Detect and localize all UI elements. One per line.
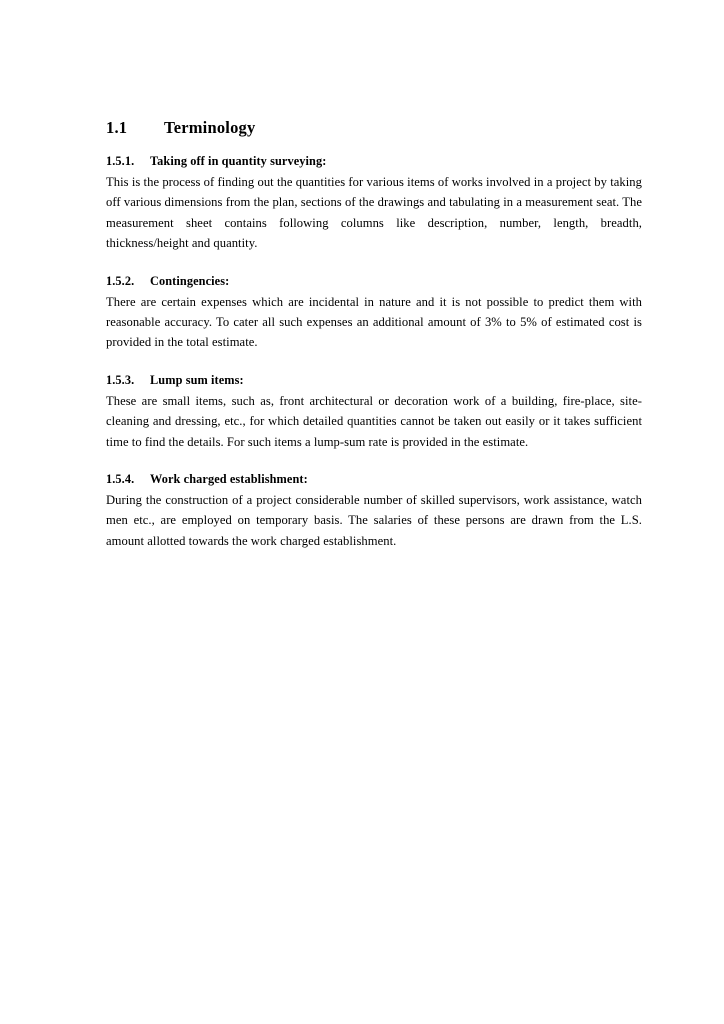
subsection-body: This is the process of finding out the quantities for various items of works involved in a project by taking off various dimensions from the plan, sections of the drawings and tabulating in a measurement seat. The measurement sheet contains following columns like description, number, length, breadth, thickness/height and quantity. <box>106 175 642 251</box>
section-title: Terminology <box>164 118 256 137</box>
subsection-number: 1.5.3. <box>106 372 135 387</box>
subsection-body: These are small items, such as, front architectural or decoration work of a building, fire-place, site-cleaning and dressing, etc., for which detailed quantities cannot be taken out easily or it takes sufficient time to find the details. For such items a lump-sum rate is provided in the estimate. <box>106 393 642 449</box>
subsection-title: Contingencies: <box>150 273 230 288</box>
subsection-number: 1.5.4. <box>106 471 135 486</box>
page-title <box>106 118 642 138</box>
subsection-heading <box>106 274 642 289</box>
subsection-heading <box>106 154 642 169</box>
subsection-body: There are certain expenses which are incidental in nature and it is not possible to predict them with reasonable accuracy. To cater all such expenses an additional amount of 3% to 5% of estimated cost is provided in the total estimate. <box>106 294 642 350</box>
subsection-3 <box>106 373 642 452</box>
subsection-title: Taking off in quantity surveying: <box>150 154 327 168</box>
subsection-number: 1.5.2. <box>106 273 135 288</box>
subsection-4 <box>106 472 642 551</box>
subsection-body: During the construction of a project considerable number of skilled supervisors, work assistance, watch men etc., are employed on temporary basis. The salaries of these persons are drawn from the L.S. amount allotted towards the work charged establishment. <box>106 492 642 548</box>
subsection-2 <box>106 274 642 353</box>
subsection-1 <box>106 154 642 254</box>
subsection-heading <box>106 373 642 388</box>
section-number: 1.1 <box>106 118 128 137</box>
subsection-title: Lump sum items: <box>150 372 244 387</box>
subsection-heading <box>106 472 642 487</box>
subsection-title: Work charged establishment: <box>150 471 308 486</box>
subsection-number: 1.5.1. <box>106 154 135 168</box>
